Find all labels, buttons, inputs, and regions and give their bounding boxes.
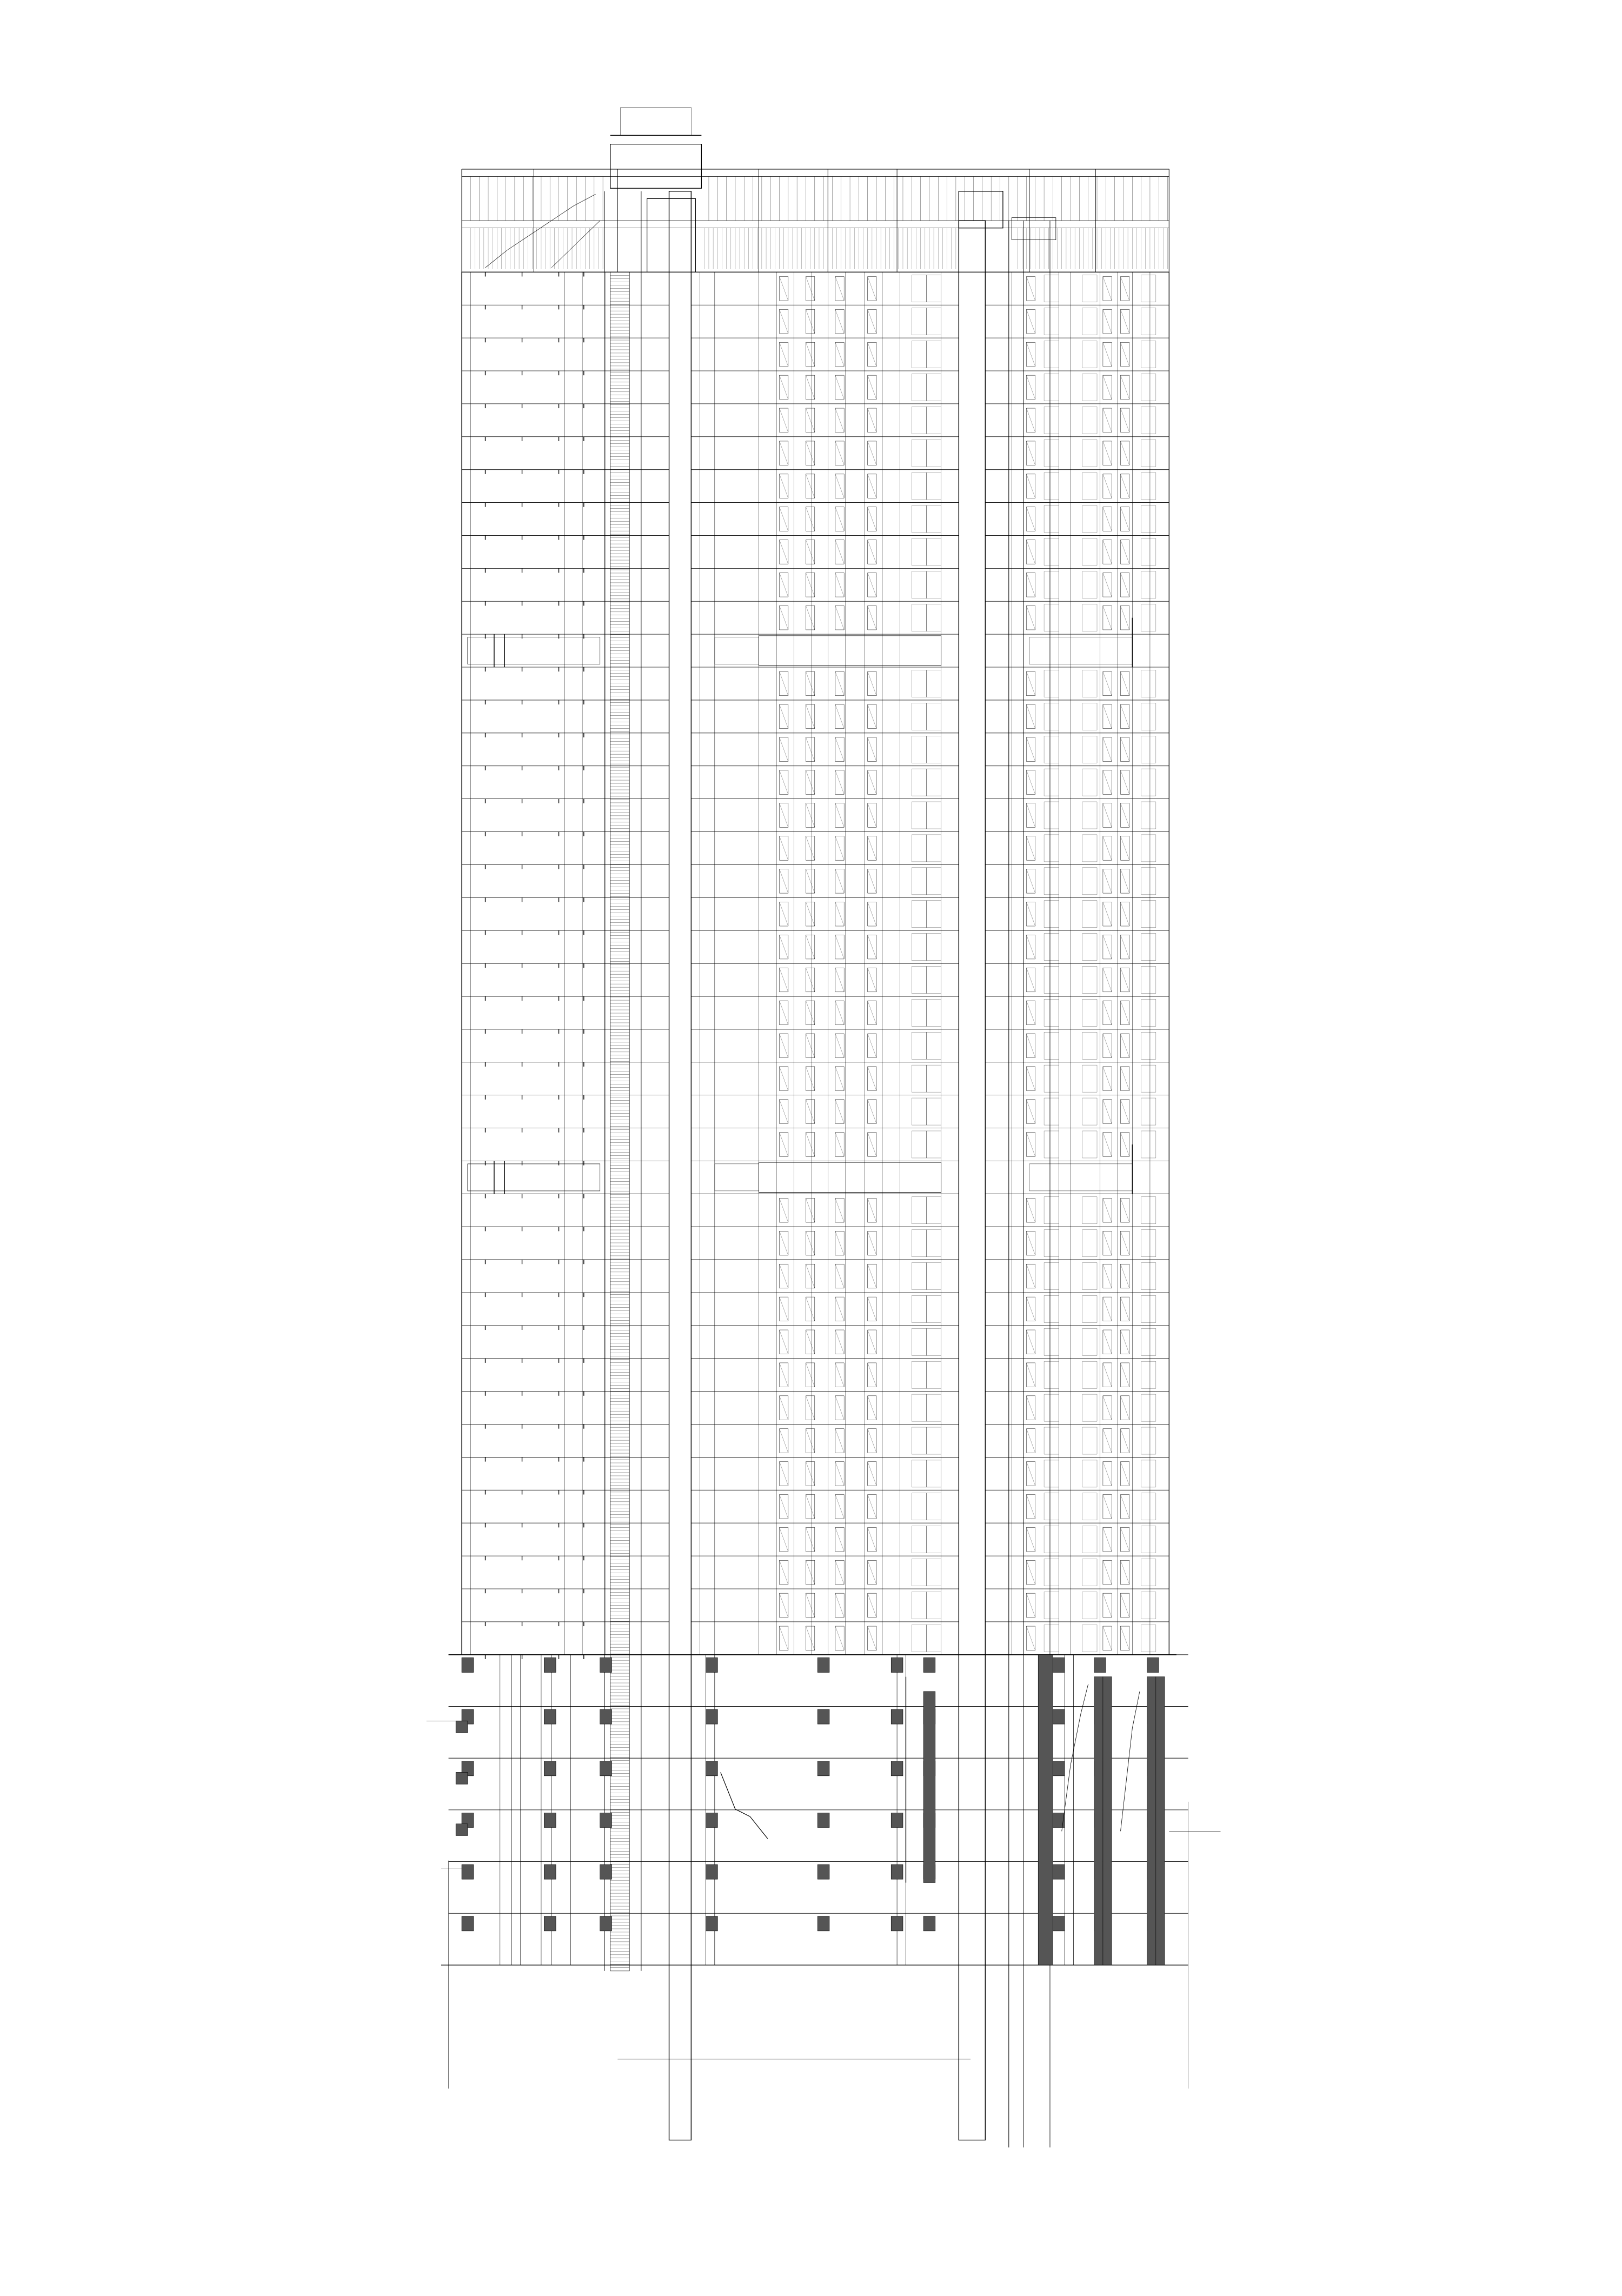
column-head <box>1053 1865 1065 1879</box>
column-head <box>706 1916 718 1931</box>
column-head <box>706 1709 718 1724</box>
column-head <box>600 1709 612 1724</box>
facade-bracket <box>456 1772 468 1784</box>
column-head <box>462 1658 474 1672</box>
podium-pier <box>1156 1677 1165 1965</box>
facade-bracket <box>456 1824 468 1836</box>
column-head <box>1094 1658 1106 1672</box>
column-head <box>544 1813 556 1827</box>
column-head <box>600 1658 612 1672</box>
column-head <box>706 1761 718 1776</box>
column-head <box>1053 1813 1065 1827</box>
column-head <box>600 1761 612 1776</box>
column-head <box>891 1709 903 1724</box>
column-head <box>544 1916 556 1931</box>
podium-pier <box>1094 1677 1103 1965</box>
facade-bracket <box>456 1721 468 1733</box>
column-head <box>817 1813 829 1827</box>
column-head <box>817 1916 829 1931</box>
column-head <box>462 1916 474 1931</box>
column-head <box>891 1916 903 1931</box>
column-head <box>600 1865 612 1879</box>
column-head <box>706 1813 718 1827</box>
column-head <box>544 1658 556 1672</box>
column-head <box>1053 1658 1065 1672</box>
column-head <box>817 1709 829 1724</box>
column-head <box>544 1761 556 1776</box>
column-head <box>891 1658 903 1672</box>
column-head <box>817 1865 829 1879</box>
column-head <box>600 1916 612 1931</box>
column-head <box>1053 1709 1065 1724</box>
column-head <box>1147 1658 1159 1672</box>
podium-pier-mid <box>923 1692 935 1883</box>
column-head <box>923 1658 935 1672</box>
column-head <box>1053 1761 1065 1776</box>
column-head <box>817 1761 829 1776</box>
column-head <box>706 1658 718 1672</box>
column-head <box>544 1865 556 1879</box>
column-head <box>891 1761 903 1776</box>
column-head <box>706 1865 718 1879</box>
column-head <box>462 1865 474 1879</box>
column-head <box>923 1916 935 1931</box>
column-head <box>1053 1916 1065 1931</box>
podium-pier-core <box>1038 1655 1053 1965</box>
column-head <box>544 1709 556 1724</box>
column-head <box>891 1813 903 1827</box>
column-head <box>891 1865 903 1879</box>
podium-pier <box>1103 1677 1112 1965</box>
column-head <box>817 1658 829 1672</box>
column-head <box>600 1813 612 1827</box>
podium-pier <box>1147 1677 1155 1965</box>
